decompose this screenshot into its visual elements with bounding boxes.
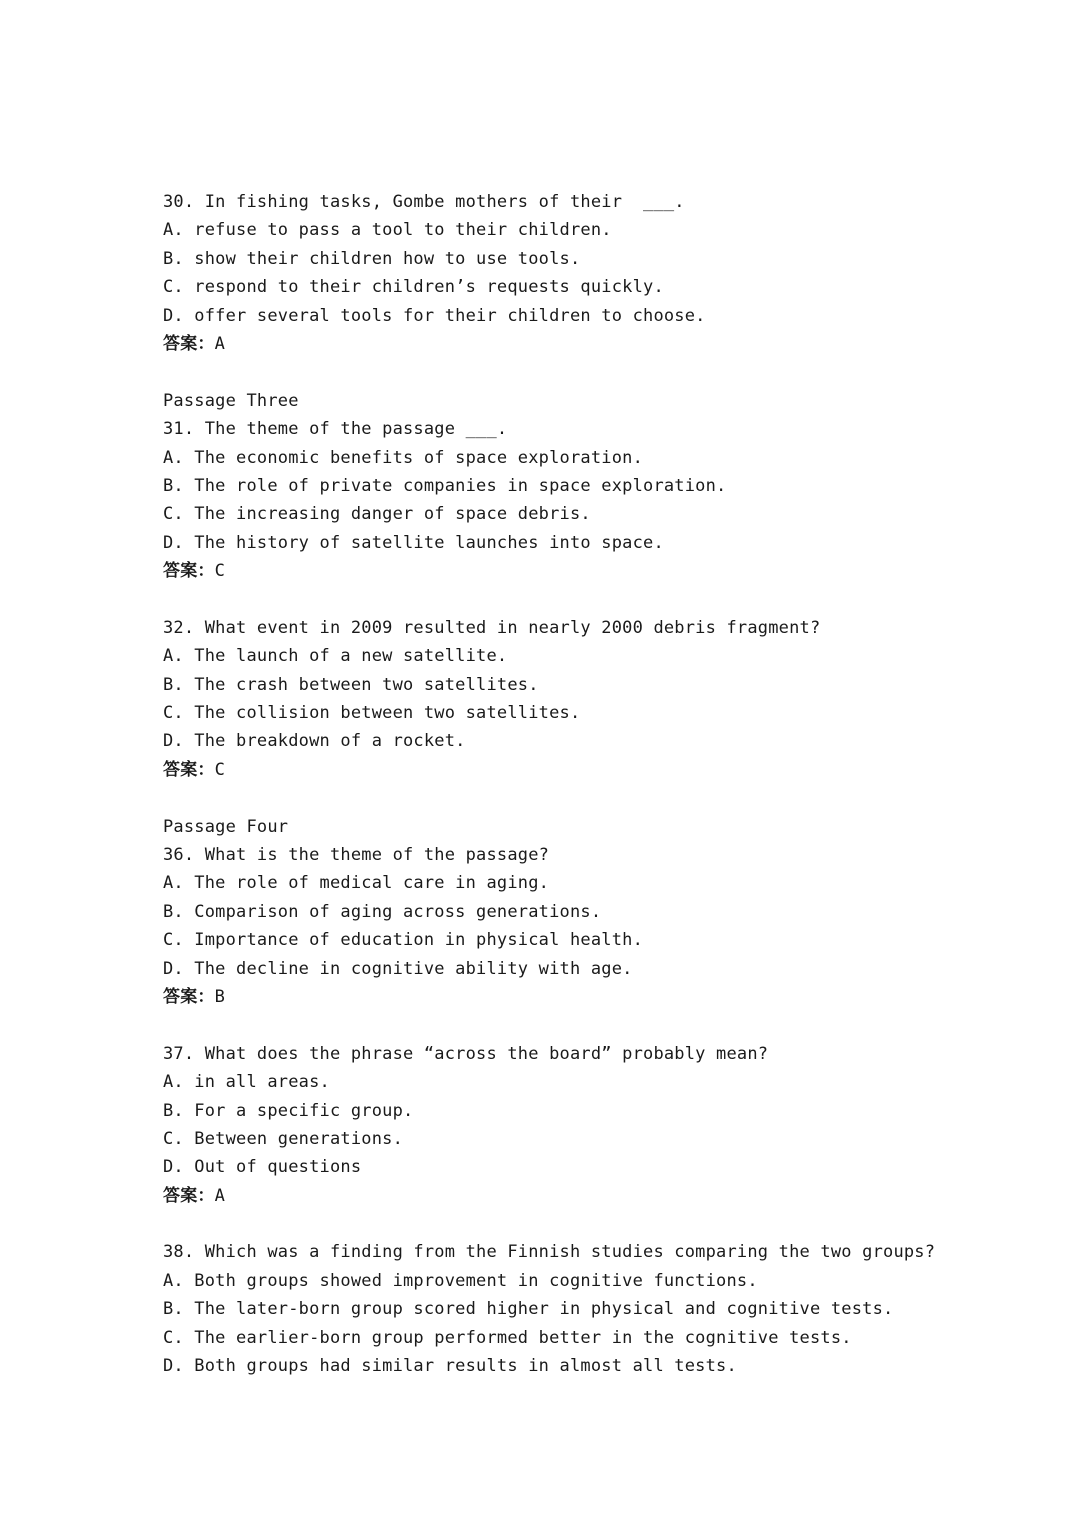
- answer-line: [163, 983, 963, 1011]
- option-c: C. The collision between two satellites.: [163, 703, 581, 724]
- passage-three-title: Passage Three: [163, 390, 299, 411]
- question-stem: 30. In fishing tasks, Gombe mothers of their ___.: [163, 192, 685, 212]
- question-stem: 32. What event in 2009 resulted in nearly 2000 debris fragment?: [163, 617, 821, 638]
- spacer: [163, 1210, 963, 1238]
- option-a: A. refuse to pass a tool to their children.: [163, 220, 612, 241]
- answer-line: [163, 756, 963, 784]
- option-c: C. Between generations.: [163, 1128, 404, 1149]
- option-d: D. The history of satellite launches into space.: [163, 532, 664, 553]
- question-36: [163, 841, 963, 1011]
- option-a: A. The launch of a new satellite.: [163, 646, 508, 667]
- answer-value: A: [214, 333, 226, 354]
- question-stem: 31. The theme of the passage ___.: [163, 419, 508, 440]
- answer-value: C: [214, 759, 226, 780]
- question-38: [163, 1238, 963, 1380]
- option-c: C. Importance of education in physical health.: [163, 930, 644, 951]
- question-stem: 38. Which was a finding from the Finnish studies comparing the two groups?: [163, 1242, 936, 1263]
- option-a: A. Both groups showed improvement in cognitive functions.: [163, 1270, 758, 1291]
- option-a: A. The economic benefits of space exploration.: [163, 447, 644, 468]
- answer-value: C: [214, 561, 226, 582]
- option-d: D. The decline in cognitive ability with age.: [163, 958, 633, 979]
- answer-line: [163, 330, 963, 358]
- answer-label: 答案：: [163, 1185, 215, 1206]
- option-c: C. The increasing danger of space debris.: [163, 504, 591, 525]
- spacer: [163, 784, 963, 812]
- answer-line: [163, 557, 963, 585]
- question-stem: 37. What does the phrase “across the board” probably mean?: [163, 1043, 769, 1064]
- passage-four-title: Passage Four: [163, 816, 289, 837]
- question-31: [163, 415, 963, 585]
- option-a: A. The role of medical care in aging.: [163, 873, 550, 894]
- answer-label: 答案：: [163, 759, 215, 780]
- spacer: [163, 1011, 963, 1039]
- option-b: B. show their children how to use tools.: [163, 248, 581, 269]
- option-b: B. For a specific group.: [163, 1100, 414, 1121]
- spacer: [163, 585, 963, 613]
- question-30: [163, 188, 963, 358]
- answer-value: A: [214, 1185, 226, 1206]
- option-c: C. The earlier-born group performed better in the cognitive tests.: [163, 1327, 852, 1348]
- question-32: [163, 614, 963, 784]
- option-b: B. The later-born group scored higher in physical and cognitive tests.: [163, 1299, 894, 1320]
- option-b: B. The crash between two satellites.: [163, 674, 539, 695]
- option-d: D. offer several tools for their children to choose.: [163, 305, 706, 326]
- answer-label: 答案：: [163, 561, 215, 582]
- answer-label: 答案：: [163, 986, 215, 1007]
- answer-value: B: [214, 986, 226, 1007]
- answer-line: [163, 1182, 963, 1210]
- option-b: B. Comparison of aging across generations.: [163, 901, 602, 922]
- option-a: A. in all areas.: [163, 1072, 330, 1093]
- option-d: D. Both groups had similar results in almost all tests.: [163, 1356, 737, 1377]
- question-37: [163, 1040, 963, 1210]
- option-d: D. The breakdown of a rocket.: [163, 731, 466, 752]
- spacer: [163, 358, 963, 386]
- document-page: [163, 188, 963, 1380]
- option-d: D. Out of questions: [163, 1157, 362, 1178]
- option-c: C. respond to their children’s requests quickly.: [163, 277, 664, 298]
- question-stem: 36. What is the theme of the passage?: [163, 844, 550, 865]
- answer-label: 答案：: [163, 333, 215, 354]
- option-b: B. The role of private companies in space exploration.: [163, 475, 727, 496]
